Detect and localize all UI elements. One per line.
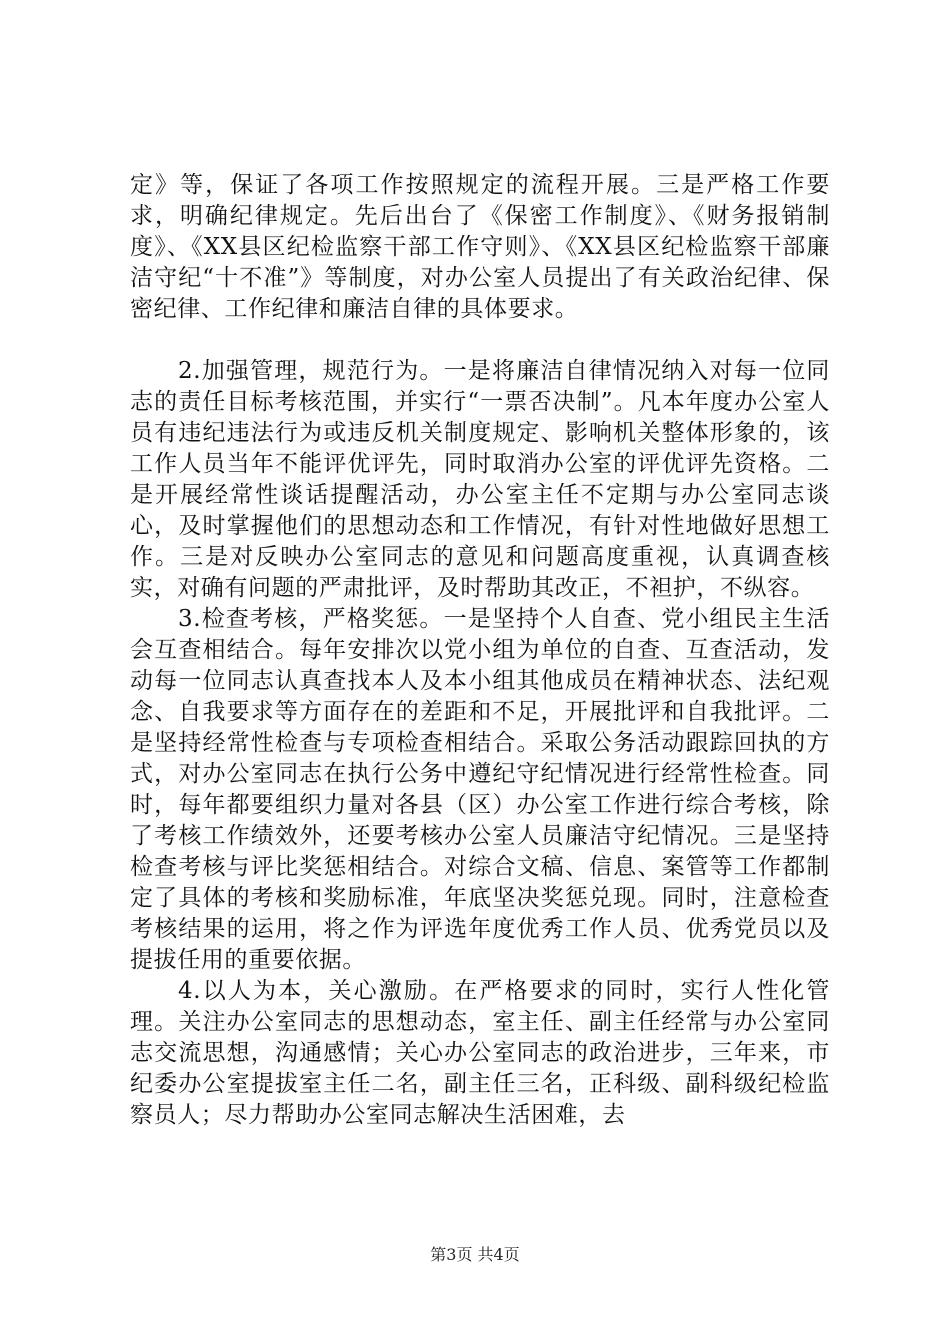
paragraph-section-4: 4.以人为本，关心激励。在严格要求的同时，实行人性化管理。关注办公室同志的思想动态，室主任、副主任经常与办公室同志交流思想，沟通感情；关心办公室同志的政治进步，三年来，市纪委办公室提拔室主任二名，副主任三名，正科级、副科级纪检监察员人；尽力帮助办公室同志解决生活困难，去	[130, 978, 830, 1128]
document-body	[130, 170, 830, 1131]
page-total: 共4页	[477, 1245, 520, 1264]
page-number: 第3页	[430, 1245, 473, 1264]
paragraph-continuation: 定》等，保证了各项工作按照规定的流程开展。三是严格工作要求，明确纪律规定。先后出台了《保密工作制度》、《财务报销制度》、《XX县区纪检监察干部工作守则》、《XX县区纪检监察干部廉洁守纪“十不准”》等制度，对办公室人员提出了有关政治纪律、保密纪律、工作纪律和廉洁自律的具体要求。	[130, 172, 830, 322]
paragraph-section-3: 3.检查考核，严格奖惩。一是坚持个人自查、党小组民主生活会互查相结合。每年安排次以党小组为单位的自查、互查活动，发动每一位同志认真查找本人及本小组其他成员在精神状态、法纪观念、自我要求等方面存在的差距和不足，开展批评和自我批评。二是坚持经常性检查与专项检查相结合。采取公务活动跟踪回执的方式，对办公室同志在执行公务中遵纪守纪情况进行经常性检查。同时，每年都要组织力量对各县（区）办公室工作进行综合考核，除了考核工作绩效外，还要考核办公室人员廉洁守纪情况。三是坚持检查考核与评比奖惩相结合。对综合文稿、信息、案管等工作都制定了具体的考核和奖励标准，年底坚决奖惩兑现。同时，注意检查考核结果的运用，将之作为评选年度优秀工作人员、优秀党员以及提拔任用的重要依据。	[130, 606, 830, 973]
paragraph-section-2: 2.加强管理，规范行为。一是将廉洁自律情况纳入对每一位同志的责任目标考核范围，并实行“一票否决制”。凡本年度办公室人员有违纪违法行为或违反机关制度规定、影响机关整体形象的，该工作人员当年不能评优评先，同时取消办公室的评优评先资格。二是开展经常性谈话提醒活动，办公室主任不定期与办公室同志谈心，及时掌握他们的思想动态和工作情况，有针对性地做好思想工作。三是对反映办公室同志的意见和问题高度重视，认真调查核实，对确有问题的严肃批评，及时帮助其改正，不袒护，不纵容。	[130, 358, 830, 601]
page-footer	[0, 1245, 950, 1265]
